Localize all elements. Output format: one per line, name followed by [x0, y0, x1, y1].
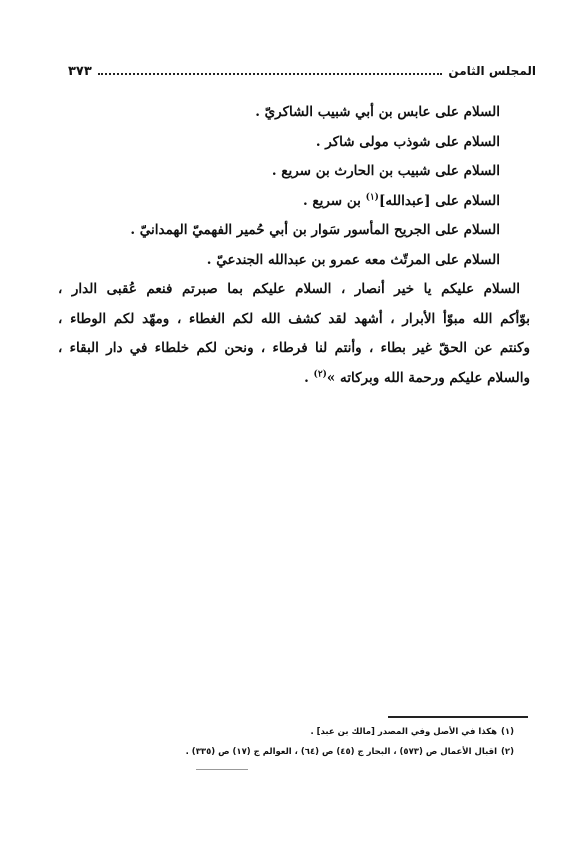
footnote-ref-2: (٢) [313, 369, 327, 379]
text-segment: . [304, 369, 314, 386]
text-line: السلام على شبيب بن الحارث بن سريع . [271, 163, 500, 179]
running-header [68, 60, 536, 82]
text-line: السلام على شوذب مولى شاكر . [315, 133, 500, 150]
text-line-with-footnote [58, 364, 530, 394]
footnote-2 [84, 742, 514, 762]
footnote-separator [388, 716, 528, 718]
page-number: ٣٧٣ [68, 63, 92, 79]
footnote-label: (٢) [501, 747, 514, 757]
text-segment: والسلام عليكم ورحمة الله وبركاته » [326, 369, 530, 386]
main-text [58, 98, 530, 393]
text-line: السلام على المرتّث معه عمرو بن عبدالله الجندعيّ . [206, 251, 500, 268]
text-line: السلام على الجريح المأسور سَوار بن أبي حُمير الفهميّ الهمدانيّ . [130, 222, 500, 238]
text-line: وكنتم عن الحقّ غير بطاء ، وأنتم لنا فرطاء ، ونحن لكم خلطاء في دار البقاء ، [58, 340, 530, 356]
text-segment: السلام على [عبدالله] [378, 192, 500, 209]
text-line-with-footnote [58, 187, 530, 217]
text-line: السلام على عابس بن أبي شبيب الشاكريّ . [255, 104, 500, 120]
footnote-label: (١) [501, 727, 514, 737]
text-line: السلام عليكم يا خير أنصار ، السلام عليكم بما صبرتم فنعم عُقبى الدار ، [58, 281, 520, 297]
footnote-ref-1: (١) [365, 192, 379, 202]
footnote-text: هكذا في الأصل وفي المصدر [مالك بن عبد] . [310, 727, 498, 737]
text-segment: بن سريع . [303, 192, 366, 209]
section-title: المجلس الثامن [448, 64, 536, 78]
footnotes [84, 722, 514, 762]
footnote-1 [84, 722, 514, 742]
scan-artifact-line [196, 769, 248, 770]
footnote-text: اقبال الأعمال ص (٥٧٣) ، البحار ج (٤٥) ص (٦٤) ، العوالم ج (١٧) ص (٣٣٥) . [185, 747, 498, 757]
text-line: بوّأكم الله مبوّأ الأبرار ، أشهد لقد كشف الله لكم الغطاء ، ومهّد لكم الوطاء ، [58, 310, 530, 327]
dotted-leader [98, 73, 443, 75]
